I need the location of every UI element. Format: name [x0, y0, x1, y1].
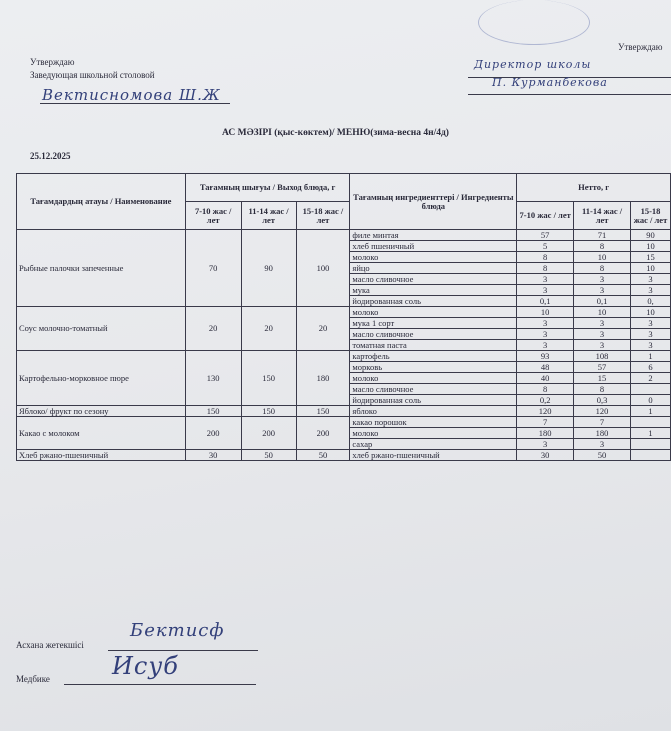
ingredient-netto-cell: 108: [574, 351, 631, 362]
ingredient-netto-cell: 120: [574, 406, 631, 417]
ingredient-netto-cell: 15: [631, 252, 671, 263]
dish-name-cell: Рыбные палочки запеченные: [17, 230, 186, 307]
ingredient-netto-cell: 3: [631, 329, 671, 340]
approval-right-sign-line-2: [468, 94, 671, 95]
dish-output-cell: 20: [296, 307, 350, 351]
ingredient-netto-cell: 180: [517, 428, 574, 439]
ingredient-netto-cell: 8: [574, 263, 631, 274]
ingredient-name-cell: йодированная соль: [350, 296, 517, 307]
ingredient-netto-cell: 10: [574, 252, 631, 263]
table-row: [17, 307, 671, 318]
ingredient-netto-cell: [631, 450, 671, 461]
dish-output-cell: 200: [185, 417, 241, 450]
ingredient-name-cell: масло сливочное: [350, 384, 517, 395]
menu-table: [16, 173, 671, 461]
ingredient-name-cell: молоко: [350, 252, 517, 263]
header-netto-age-11-14: 11-14 жас / лет: [574, 202, 631, 230]
ingredient-netto-cell: 3: [517, 274, 574, 285]
ingredient-name-cell: картофель: [350, 351, 517, 362]
dish-name-cell: Какао с молоком: [17, 417, 186, 450]
ingredient-netto-cell: 3: [517, 439, 574, 450]
header-output-age-11-14: 11-14 жас / лет: [241, 202, 296, 230]
dish-output-cell: 150: [241, 351, 296, 406]
header-output-age-7-10: 7-10 жас / лет: [185, 202, 241, 230]
ingredient-netto-cell: 1: [631, 351, 671, 362]
dish-name-cell: Яблоко/ фрукт по сезону: [17, 406, 186, 417]
ingredient-netto-cell: [631, 384, 671, 395]
ingredient-netto-cell: 3: [631, 340, 671, 351]
ingredient-netto-cell: 0,: [631, 296, 671, 307]
ingredient-name-cell: масло сливочное: [350, 274, 517, 285]
dish-output-cell: 30: [185, 450, 241, 461]
ingredient-netto-cell: 3: [517, 329, 574, 340]
dish-output-cell: 150: [296, 406, 350, 417]
ingredient-netto-cell: 1: [631, 406, 671, 417]
ingredient-netto-cell: 10: [631, 307, 671, 318]
cook-sign-line: [108, 650, 258, 651]
ingredient-netto-cell: 1: [631, 428, 671, 439]
header-ingredients: Тағамның ингредиенттері / Ингредиенты блюда: [350, 174, 517, 230]
ingredient-netto-cell: 50: [574, 450, 631, 461]
ingredient-netto-cell: 3: [574, 329, 631, 340]
dish-output-cell: 200: [241, 417, 296, 450]
ingredient-netto-cell: 7: [574, 417, 631, 428]
ingredient-netto-cell: 6: [631, 362, 671, 373]
ingredient-name-cell: йодированная соль: [350, 395, 517, 406]
ingredient-netto-cell: 3: [517, 318, 574, 329]
header-netto-age-7-10: 7-10 жас / лет: [517, 202, 574, 230]
ingredient-netto-cell: 90: [631, 230, 671, 241]
ingredient-netto-cell: 3: [517, 285, 574, 296]
ingredient-name-cell: молоко: [350, 307, 517, 318]
ingredient-name-cell: масло сливочное: [350, 329, 517, 340]
dish-name-cell: Соус молочно-томатный: [17, 307, 186, 351]
ingredient-name-cell: сахар: [350, 439, 517, 450]
ingredient-netto-cell: 8: [517, 263, 574, 274]
ingredient-name-cell: морковь: [350, 362, 517, 373]
ingredient-name-cell: томатная паста: [350, 340, 517, 351]
dish-output-cell: 150: [241, 406, 296, 417]
ingredient-name-cell: яйцо: [350, 263, 517, 274]
ingredient-netto-cell: 48: [517, 362, 574, 373]
ingredient-netto-cell: 57: [574, 362, 631, 373]
ingredient-netto-cell: 0,1: [517, 296, 574, 307]
stamp: [478, 0, 590, 45]
ingredient-name-cell: мука: [350, 285, 517, 296]
ingredient-netto-cell: 71: [574, 230, 631, 241]
ingredient-netto-cell: 3: [574, 285, 631, 296]
ingredient-netto-cell: 0,2: [517, 395, 574, 406]
ingredient-netto-cell: 30: [517, 450, 574, 461]
table-row: [17, 417, 671, 428]
ingredient-netto-cell: 5: [517, 241, 574, 252]
ingredient-netto-cell: 10: [574, 307, 631, 318]
ingredient-netto-cell: 120: [517, 406, 574, 417]
approval-left-title: Утверждаю: [30, 57, 75, 67]
ingredient-name-cell: мука 1 сорт: [350, 318, 517, 329]
ingredient-name-cell: молоко: [350, 373, 517, 384]
cook-label: Асхана жетекшісі: [16, 640, 84, 650]
document-date: 25.12.2025: [30, 151, 71, 161]
cook-signature: Бектисф: [130, 620, 225, 641]
ingredient-netto-cell: 0,1: [574, 296, 631, 307]
ingredient-netto-cell: 8: [517, 252, 574, 263]
dish-output-cell: 100: [296, 230, 350, 307]
header-dish-name: Тағамдардың атауы / Наименование: [17, 174, 186, 230]
dish-output-cell: 180: [296, 351, 350, 406]
header-netto: Нетто, г: [517, 174, 671, 202]
approval-right-title: Утверждаю: [618, 42, 663, 52]
ingredient-netto-cell: 3: [574, 439, 631, 450]
dish-name-cell: Картофельно-морковное пюре: [17, 351, 186, 406]
nurse-sign-line: [64, 684, 256, 685]
dish-output-cell: 130: [185, 351, 241, 406]
ingredient-netto-cell: 40: [517, 373, 574, 384]
ingredient-netto-cell: 7: [517, 417, 574, 428]
nurse-signature: Исуб: [112, 652, 179, 680]
approval-right-signature-1: Директор школы: [474, 58, 592, 71]
ingredient-name-cell: хлеб ржано-пшеничный: [350, 450, 517, 461]
header-output: Тағамның шығуы / Выход блюда, г: [185, 174, 350, 202]
dish-output-cell: 50: [241, 450, 296, 461]
ingredient-netto-cell: 3: [631, 274, 671, 285]
ingredient-netto-cell: 0,3: [574, 395, 631, 406]
ingredient-netto-cell: 10: [631, 263, 671, 274]
ingredient-netto-cell: 8: [574, 384, 631, 395]
table-row: [17, 230, 671, 241]
dish-output-cell: 50: [296, 450, 350, 461]
ingredient-netto-cell: [631, 439, 671, 450]
ingredient-name-cell: яблоко: [350, 406, 517, 417]
approval-left-position: Заведующая школьной столовой: [30, 70, 155, 80]
ingredient-netto-cell: 10: [517, 307, 574, 318]
dish-output-cell: 20: [185, 307, 241, 351]
table-row: [17, 406, 671, 417]
table-row: [17, 351, 671, 362]
ingredient-netto-cell: 3: [574, 318, 631, 329]
table-row: [17, 450, 671, 461]
ingredient-netto-cell: 3: [517, 340, 574, 351]
ingredient-name-cell: какао порошок: [350, 417, 517, 428]
ingredient-netto-cell: 3: [574, 274, 631, 285]
ingredient-netto-cell: 8: [517, 384, 574, 395]
ingredient-netto-cell: 10: [631, 241, 671, 252]
document-title: АС МӘЗІРІ (қыс-көктем)/ МЕНЮ(зима-весна 4н/4д): [222, 128, 449, 138]
header-output-age-15-18: 15-18 жас / лет: [296, 202, 350, 230]
dish-output-cell: 200: [296, 417, 350, 450]
ingredient-netto-cell: 0: [631, 395, 671, 406]
ingredient-netto-cell: 2: [631, 373, 671, 384]
ingredient-netto-cell: 180: [574, 428, 631, 439]
ingredient-netto-cell: 93: [517, 351, 574, 362]
approval-right-signature-2: П. Курманбекова: [492, 76, 608, 89]
approval-left: [30, 56, 155, 82]
ingredient-name-cell: молоко: [350, 428, 517, 439]
dish-name-cell: Хлеб ржано-пшеничный: [17, 450, 186, 461]
ingredient-netto-cell: 3: [631, 318, 671, 329]
ingredient-netto-cell: [631, 417, 671, 428]
ingredient-netto-cell: 15: [574, 373, 631, 384]
dish-output-cell: 90: [241, 230, 296, 307]
ingredient-netto-cell: 3: [631, 285, 671, 296]
nurse-label: Медбике: [16, 674, 50, 684]
header-netto-age-15-18: 15-18 жас / лет: [631, 202, 671, 230]
dish-output-cell: 20: [241, 307, 296, 351]
ingredient-netto-cell: 3: [574, 340, 631, 351]
approval-left-signature: Вектисномова Ш.Ж: [42, 86, 221, 104]
ingredient-name-cell: хлеб пшеничный: [350, 241, 517, 252]
ingredient-netto-cell: 57: [517, 230, 574, 241]
ingredient-name-cell: филе минтая: [350, 230, 517, 241]
dish-output-cell: 70: [185, 230, 241, 307]
ingredient-netto-cell: 8: [574, 241, 631, 252]
dish-output-cell: 150: [185, 406, 241, 417]
